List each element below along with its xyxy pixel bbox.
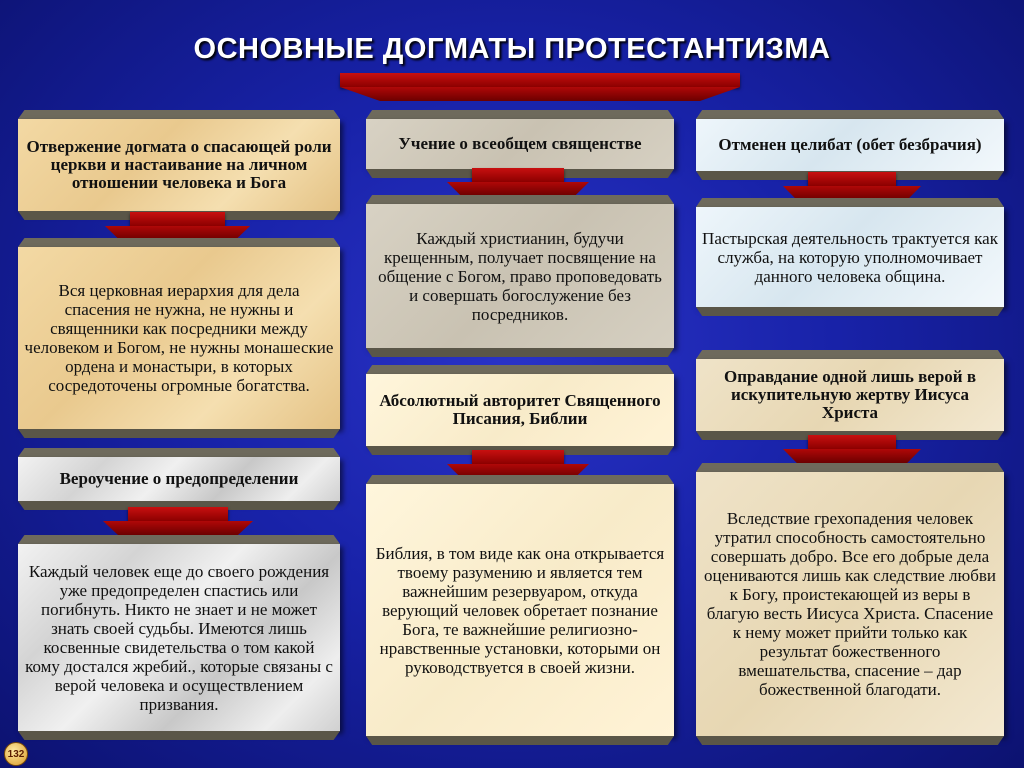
heading-church-role: Отвержение догмата о спасающей роли церкви и настаивание на личном отношении человека и Бога	[26, 137, 332, 192]
heading-predestination: Вероучение о предопределении	[59, 469, 299, 488]
connector-4	[472, 450, 564, 478]
title-connector	[340, 73, 740, 103]
text-scripture: Библия, в том виде как она открывается твоему разумению и является тем важнейшим резервуаром, откуда верующий человек обретает познание Бога, те важнейшие религиозно-нравственные установки, которыми он руководствуется в своей жизни.	[375, 543, 665, 677]
text-box-priesthood	[366, 195, 674, 357]
text-celibacy: Пастырская деятельность трактуется как служба, на которую уполномочивает данного человека община.	[702, 228, 998, 286]
text-priesthood: Каждый христианин, будучи крещенным, получает посвящение на общение с Богом, право проповедовать и совершать богослужение без посредников.	[378, 228, 662, 324]
heading-scripture: Абсолютный авторитет Священного Писания, Библии	[379, 391, 661, 428]
heading-box-justification	[696, 350, 1004, 440]
text-box-church-role	[18, 238, 340, 438]
connector-2	[128, 507, 228, 535]
heading-celibacy: Отменен целибат (обет безбрачия)	[718, 135, 982, 154]
text-box-predestination	[18, 535, 340, 740]
heading-box-church-role	[18, 110, 340, 220]
heading-priesthood: Учение о всеобщем священстве	[398, 134, 642, 153]
connector-3	[472, 168, 564, 196]
heading-box-scripture	[366, 365, 674, 455]
connector-5	[808, 172, 896, 200]
text-box-celibacy	[696, 198, 1004, 316]
text-box-justification	[696, 463, 1004, 745]
heading-box-celibacy	[696, 110, 1004, 180]
connector-1	[130, 212, 225, 240]
heading-box-predestination	[18, 448, 340, 510]
connector-6	[808, 435, 896, 463]
text-church-role: Вся церковная иерархия для дела спасения не нужна, не нужны и священники как посредники между человеком и Богом, не нужны монашеские ордена и монастыри, в которых сосредоточены огромные богатства.	[24, 281, 334, 395]
text-justification: Вследствие грехопадения человек утратил способность самостоятельно совершать добро. Все его добрые дела оцениваются лишь как следствие любви к Богу, проистекающей из веры в благую весть Иисуса Христа. Спасение к нему может прийти только как результат божественного вмешательства, спасение – дар божественной благодати.	[704, 509, 996, 699]
page-title: ОСНОВНЫЕ ДОГМАТЫ ПРОТЕСТАНТИЗМА	[193, 33, 831, 65]
text-predestination: Каждый человек еще до своего рождения уже предопределен спастись или погибнуть. Никто не знает и не может знать своей судьбы. Имеются лишь косвенные свидетельства о том какой кому достался жребий., которые связаны с верой человека и осуществлением призвания.	[25, 561, 333, 714]
page-number-badge: 132	[4, 742, 28, 766]
text-box-scripture	[366, 475, 674, 745]
heading-justification: Оправдание одной лишь верой в искупительную жертву Иисуса Христа	[724, 367, 976, 422]
